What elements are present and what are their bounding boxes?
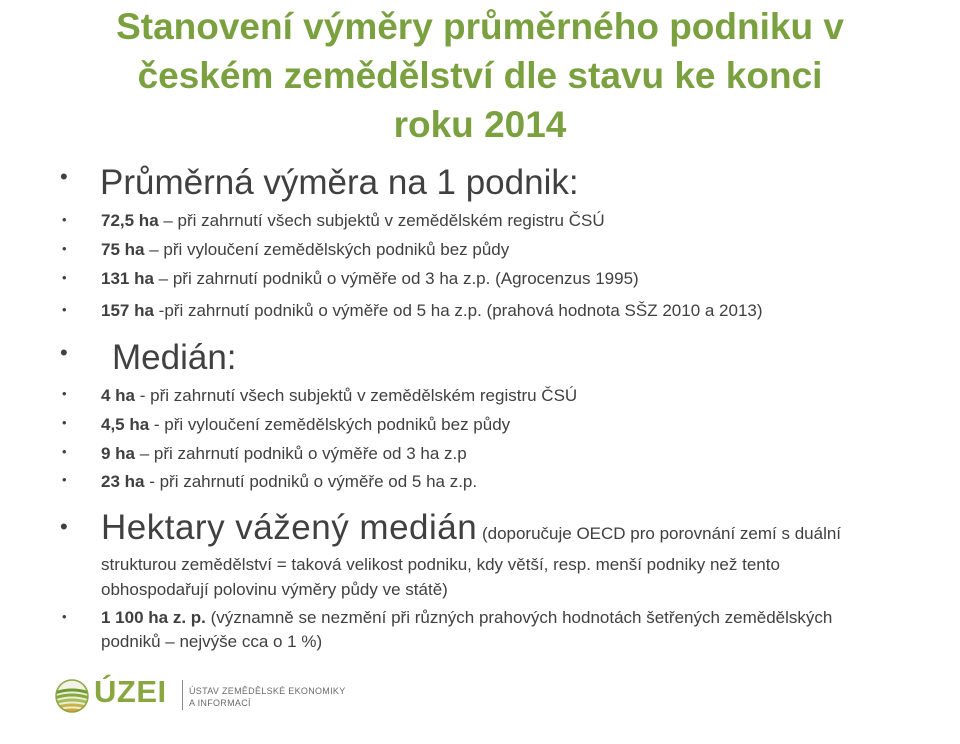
- bullet-icon: •: [62, 472, 67, 487]
- logo-globe-icon: [54, 678, 90, 714]
- item-text: -při zahrnutí podniků o výměře od 5 ha z.p. (prahová hodnota SŠZ 2010 a 2013): [153, 301, 763, 320]
- item-text: – při zahrnutí podniků o výměře od 3 ha z.p: [135, 444, 467, 463]
- item-text: – při zahrnutí podniků o výměře od 3 ha z.p. (Agrocenzus 1995): [153, 269, 639, 288]
- list-item: [101, 472, 477, 492]
- item-value: 23 ha: [101, 472, 145, 491]
- item-value: 4,5 ha: [101, 415, 150, 434]
- weighted-median-result: [101, 608, 832, 628]
- bullet-icon: •: [62, 444, 67, 459]
- weighted-median-note: (doporučuje OECD pro porovnání zemí s duální: [477, 524, 842, 543]
- item-text: - při zahrnutí všech subjektů v zemědělském registru ČSÚ: [135, 386, 578, 405]
- bullet-icon: •: [62, 270, 67, 285]
- bullet-icon: •: [60, 164, 68, 189]
- list-item: [101, 240, 509, 260]
- list-item: [101, 301, 763, 321]
- item-value: 72,5 ha: [101, 211, 159, 230]
- weighted-median-note-line-2: strukturou zemědělství = taková velikost podniku, kdy větší, resp. menší podniky než tento: [101, 555, 780, 574]
- item-text: – při zahrnutí všech subjektů v zemědělském registru ČSÚ: [158, 211, 605, 230]
- result-text: (významně se nezmění při různých prahových hodnotách šetřených zemědělských: [205, 608, 833, 627]
- bullet-icon: •: [60, 514, 68, 539]
- bullet-icon: •: [62, 212, 67, 227]
- list-item: [101, 269, 639, 289]
- list-item: [101, 415, 510, 435]
- bullet-icon: •: [62, 415, 67, 430]
- bullet-icon: •: [62, 241, 67, 256]
- title-line-3: roku 2014: [393, 104, 567, 145]
- weighted-median-heading-line: [101, 508, 841, 548]
- list-item: [101, 211, 605, 231]
- logo-subtitle-line-1: ÚSTAV ZEMĚDĚLSKÉ EKONOMIKY: [189, 686, 346, 696]
- item-value: 131 ha: [101, 269, 154, 288]
- logo-subtitle-line-2: A INFORMACÍ: [189, 698, 251, 708]
- result-value: 1 100 ha z. p.: [101, 608, 206, 627]
- bullet-icon: •: [60, 340, 68, 365]
- item-text: - při zahrnutí podniků o výměře od 5 ha z.p.: [144, 472, 478, 491]
- section-average-heading: Průměrná výměra na 1 podnik:: [100, 163, 579, 202]
- weighted-median-result-line-2: podniků – nejvýše cca o 1 %): [101, 632, 323, 651]
- item-value: 9 ha: [101, 444, 136, 463]
- bullet-icon: •: [62, 302, 67, 317]
- bullet-icon: •: [62, 386, 67, 401]
- uzei-logo: [54, 674, 354, 718]
- title-line-1: Stanovení výměry průměrného podniku v: [116, 6, 844, 47]
- list-item: [101, 386, 577, 406]
- logo-name: ÚZEI: [94, 674, 167, 709]
- weighted-median-heading: Hektary vážený medián: [101, 508, 478, 547]
- list-item: [101, 444, 467, 464]
- logo-divider: [182, 680, 183, 710]
- item-value: 4 ha: [101, 386, 136, 405]
- item-value: 157 ha: [101, 301, 154, 320]
- item-value: 75 ha: [101, 240, 145, 259]
- page-title: [20, 2, 940, 149]
- weighted-median-note-line-3: obhospodařují polovinu výměry půdy ve státě): [101, 580, 448, 599]
- item-text: - při vyloučení zemědělských podniků bez půdy: [149, 415, 511, 434]
- title-line-2: českém zemědělství dle stavu ke konci: [137, 55, 823, 96]
- section-median-heading: Medián:: [112, 338, 237, 377]
- item-text: – při vyloučení zemědělských podniků bez půdy: [144, 240, 510, 259]
- bullet-icon: •: [62, 609, 67, 624]
